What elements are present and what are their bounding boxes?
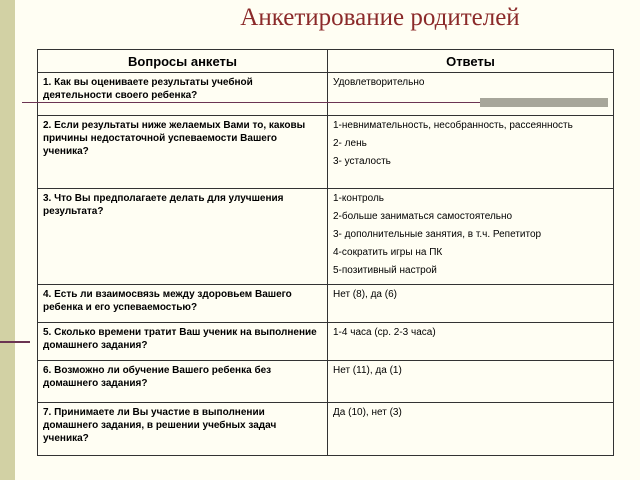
table-row xyxy=(38,116,614,189)
answer-cell xyxy=(328,189,614,285)
answer-line: 3- усталость xyxy=(333,156,391,167)
answer-cell xyxy=(328,285,614,323)
table-row xyxy=(38,73,614,116)
answer-line: Удовлетворительно xyxy=(333,77,425,88)
table-row xyxy=(38,403,614,456)
question-cell: 5. Сколько времени тратит Ваш ученик на выполнение домашнего задания? xyxy=(38,323,328,361)
answer-cell xyxy=(328,361,614,403)
header-answers: Ответы xyxy=(328,50,614,73)
header-questions: Вопросы анкеты xyxy=(38,50,328,73)
slide-title: Анкетирование родителей xyxy=(240,4,520,31)
answer-line: 3- дополнительные занятия, в т.ч. Репетитор xyxy=(333,229,542,240)
answer-line: 4-сократить игры на ПК xyxy=(333,247,443,258)
answer-line: 2- лень xyxy=(333,138,367,149)
question-cell: 2. Если результаты ниже желаемых Вами то, каковы причины недостаточной успеваемости Вашего ученика? xyxy=(38,116,328,189)
answer-cell xyxy=(328,323,614,361)
table-row xyxy=(38,323,614,361)
answer-line: 1-4 часа (ср. 2-3 часа) xyxy=(333,327,436,338)
answer-line: 1-контроль xyxy=(333,193,384,204)
answer-line: Да (10), нет (3) xyxy=(333,407,402,418)
answer-cell xyxy=(328,116,614,189)
answer-cell xyxy=(328,73,614,116)
survey-table xyxy=(37,49,614,456)
question-cell: 6. Возможно ли обучение Вашего ребенка без домашнего задания? xyxy=(38,361,328,403)
table-row xyxy=(38,361,614,403)
left-decor-band xyxy=(0,0,15,480)
question-cell: 1. Как вы оцениваете результаты учебной деятельности своего ребенка? xyxy=(38,73,328,116)
table-header-row xyxy=(38,50,614,73)
table-row xyxy=(38,285,614,323)
left-decor-rule xyxy=(0,341,30,343)
decor-bar xyxy=(480,98,608,107)
answer-line: 5-позитивный настрой xyxy=(333,265,437,276)
answer-line: 2-больше заниматься самостоятельно xyxy=(333,211,513,222)
question-cell: 3. Что Вы предполагаете делать для улучшения результата? xyxy=(38,189,328,285)
answer-line: 1-невнимательность, несобранность, рассеянность xyxy=(333,120,573,131)
table-row xyxy=(38,189,614,285)
answer-line: Нет (8), да (6) xyxy=(333,289,397,300)
answer-line: Нет (11), да (1) xyxy=(333,365,402,376)
question-cell: 7. Принимаете ли Вы участие в выполнении домашнего задания, в решении учебных задач ученика? xyxy=(38,403,328,456)
question-cell: 4. Есть ли взаимосвязь между здоровьем Вашего ребенка и его успеваемостью? xyxy=(38,285,328,323)
answer-cell xyxy=(328,403,614,456)
